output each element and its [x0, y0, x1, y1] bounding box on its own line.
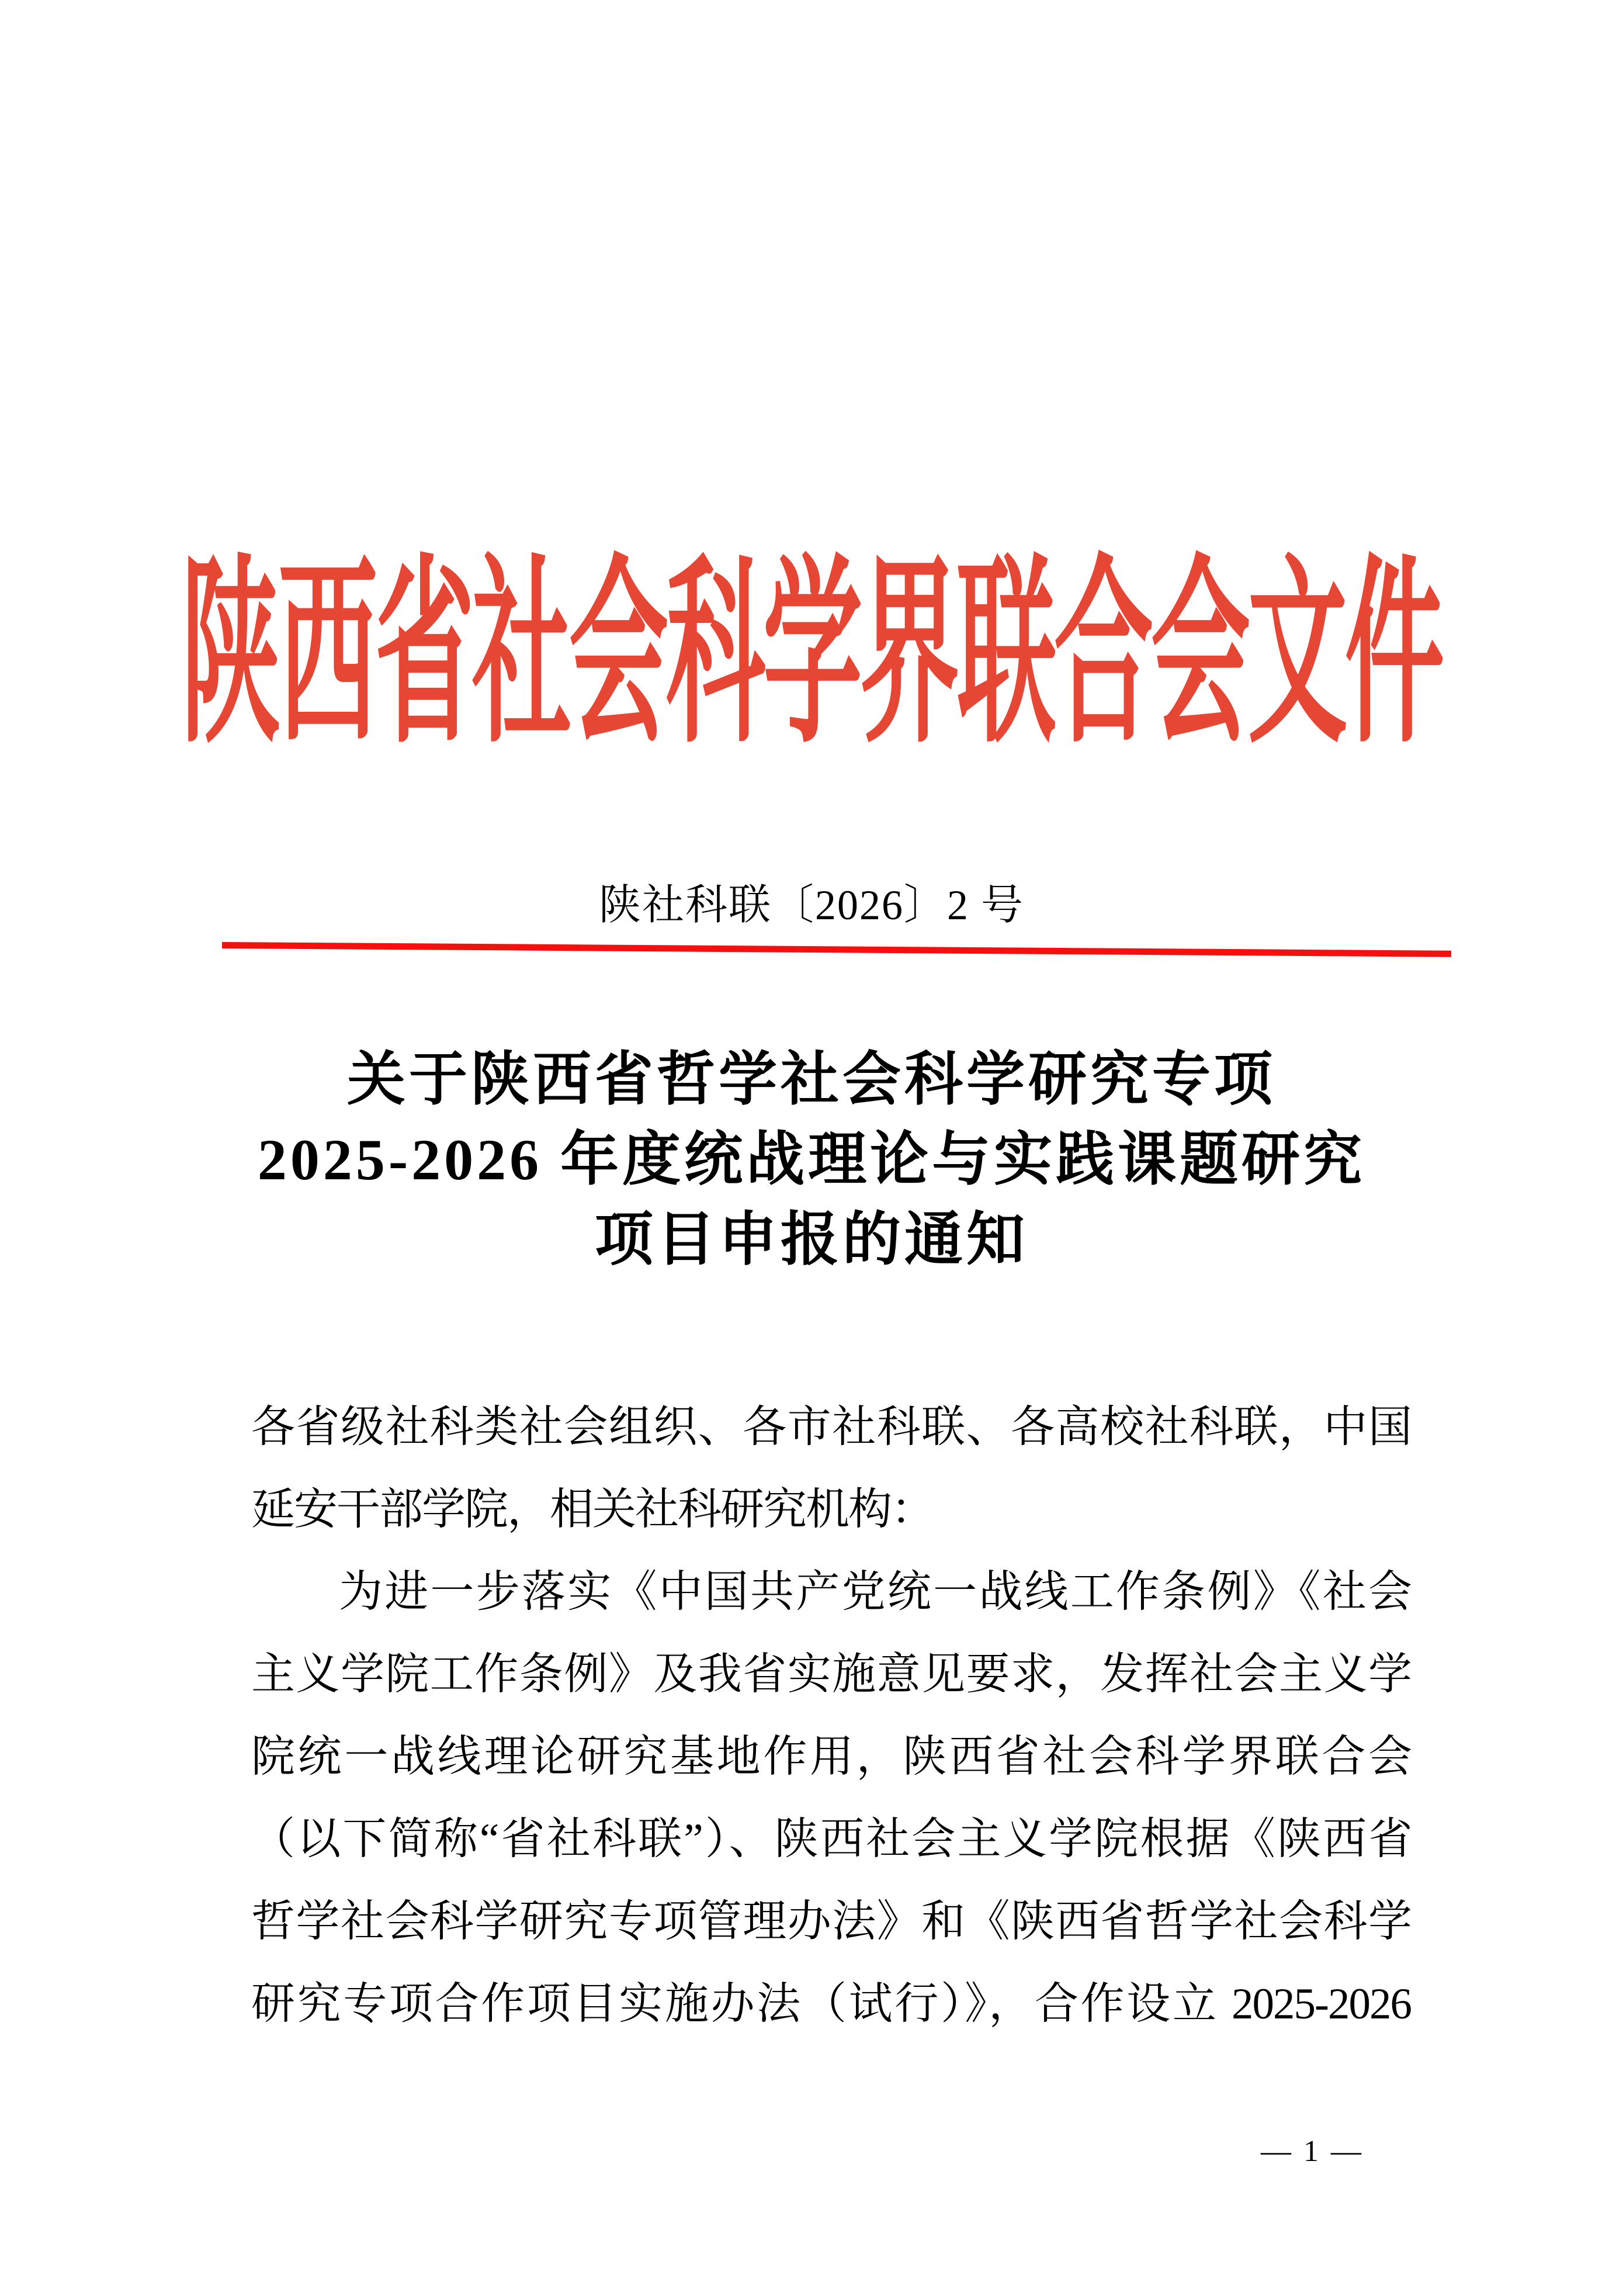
body-paragraph-2-line-4: （以下简称“省社科联”）、陕西社会主义学院根据《陕西省: [251, 1815, 1411, 1864]
document-body: [251, 1386, 1411, 2045]
notice-title: [0, 1040, 1623, 1280]
document-number: 陕社科联〔2026〕2 号: [598, 882, 1024, 929]
body-paragraph-2-line-3: 院统一战线理论研究基地作用，陕西省社会科学界联合会: [251, 1733, 1411, 1781]
body-paragraph-1-line-1: 各省级社科类社会组织、各市社科联、各高校社科联，中国: [251, 1403, 1411, 1452]
body-paragraph-2-line-6: 研究专项合作项目实施办法（试行）》，合作设立 2025-2026: [251, 1980, 1411, 2028]
notice-title-line-2: 2025-2026 年度统战理论与实践课题研究: [257, 1127, 1366, 1192]
body-paragraph-1-line-2: 延安干部学院，相关社科研究机构：: [251, 1485, 934, 1534]
body-paragraph-2-line-5: 哲学社会科学研究专项管理办法》和《陕西省哲学社会科学: [251, 1897, 1411, 1946]
page-number: — 1 —: [1261, 2135, 1364, 2168]
notice-title-line-3: 项目申报的通知: [595, 1207, 1028, 1272]
body-paragraph-2-line-2: 主义学院工作条例》及我省实施意见要求，发挥社会主义学: [251, 1650, 1411, 1699]
notice-title-line-1: 关于陕西省哲学社会科学研究专项: [347, 1047, 1276, 1112]
body-paragraph-2-line-1: 为进一步落实《中国共产党统一战线工作条例》《社会: [339, 1568, 1411, 1616]
red-divider-line: [222, 942, 1451, 957]
red-header-org-title: 陕西省社会科学界联合会文件: [181, 544, 1442, 767]
